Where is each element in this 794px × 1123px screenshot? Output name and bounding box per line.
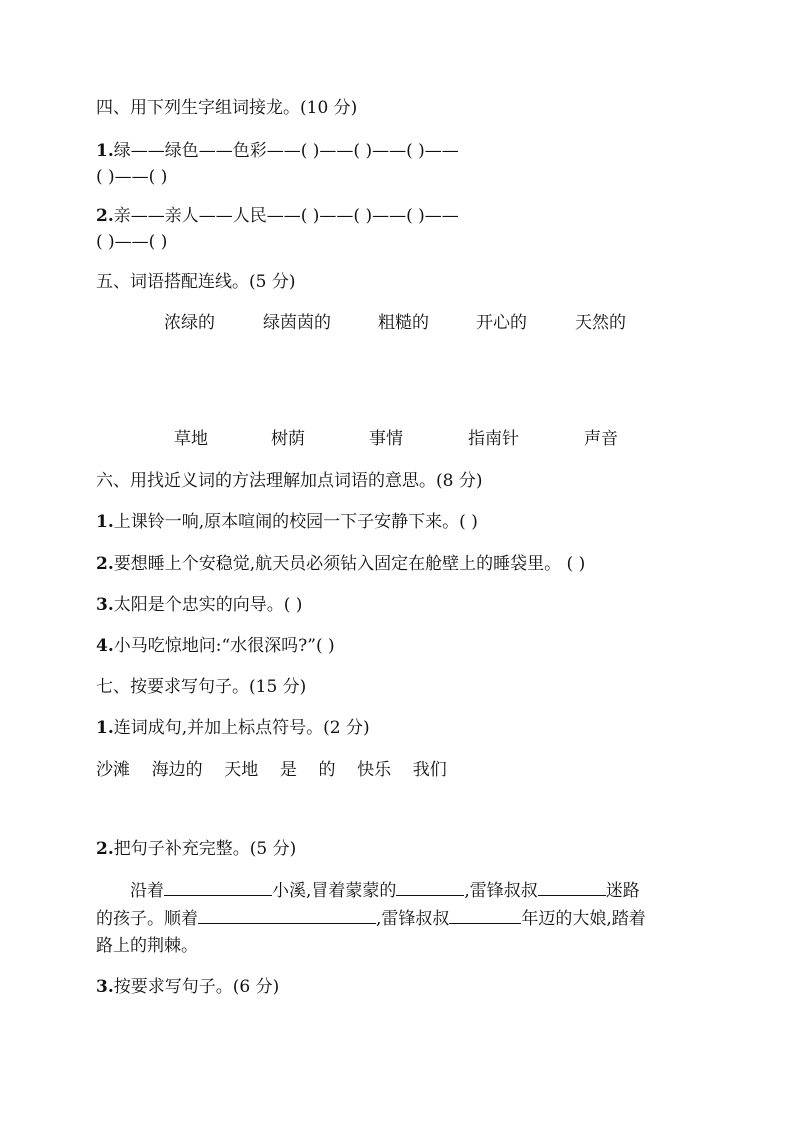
answer-blank[interactable]: [198, 905, 376, 924]
question-number: 1.: [96, 718, 114, 738]
question-4-1-line-2: ( )——( ): [96, 167, 168, 187]
question-7-2: [96, 837, 296, 861]
question-text: 亲——亲人——人民——( )——( )——( )——: [113, 206, 459, 226]
question-number: 3.: [96, 977, 114, 997]
paragraph-line-2: [96, 905, 700, 933]
question-6-3: [96, 593, 302, 617]
question-text: 把句子补充完整。(5 分): [113, 839, 297, 859]
paragraph-text: 年迈的大娘,踏着: [521, 909, 646, 929]
section-6-title: 六、用找近义词的方法理解加点词语的意思。(8 分): [96, 471, 483, 491]
question-4-2-line-2: ( )——( ): [96, 232, 168, 252]
question-text: 上课铃一响,原本喧闹的校园一下子安静下来。( ): [113, 512, 478, 532]
paragraph-text: ,雷锋叔叔: [464, 881, 538, 901]
question-7-1: [96, 716, 370, 740]
question-7-3: [96, 975, 279, 999]
section-5-title: 五、词语搭配连线。(5 分): [96, 272, 296, 292]
paragraph-text: ,雷锋叔叔: [376, 909, 450, 929]
paragraph-text: 的孩子。顺着: [96, 909, 198, 929]
word-item: 粗糙的: [378, 313, 429, 333]
section-4-title: 四、用下列生字组词接龙。(10 分): [96, 98, 358, 118]
answer-blank[interactable]: [538, 877, 606, 896]
word-item: 树荫: [271, 429, 305, 449]
paragraph-text: 迷路: [605, 881, 640, 901]
question-4-1-line-1: [96, 139, 459, 163]
question-text: 小马吃惊地问:“水很深吗?”( ): [113, 636, 335, 656]
paragraph-text: 小溪,冒着蒙蒙的: [272, 881, 397, 901]
paragraph-text: 沿着: [130, 881, 164, 901]
question-number: 1.: [96, 141, 114, 161]
word-item: 声音: [584, 429, 618, 449]
fill-in-paragraph: [96, 877, 700, 960]
question-6-1: [96, 510, 478, 534]
paragraph-text: 路上的荆棘。: [96, 936, 198, 956]
question-number: 2.: [96, 206, 114, 226]
word-item: 指南针: [468, 429, 519, 449]
question-number: 2.: [96, 839, 114, 859]
word-item: 绿茵茵的: [263, 313, 331, 333]
question-text: 连词成句,并加上标点符号。(2 分): [113, 718, 370, 738]
word-item: 浓绿的: [164, 313, 215, 333]
question-4-2-line-1: [96, 204, 459, 228]
answer-blank[interactable]: [164, 877, 272, 896]
word-item: 开心的: [476, 313, 527, 333]
question-number: 4.: [96, 636, 114, 656]
section-7-title: 七、按要求写句子。(15 分): [96, 677, 307, 697]
question-6-4: [96, 634, 335, 658]
question-text: 太阳是个忠实的向导。( ): [113, 595, 303, 615]
word-item: 草地: [174, 429, 208, 449]
question-text: 绿——绿色——色彩——( )——( )——( )——: [113, 141, 459, 161]
word-scramble: 沙滩 海边的 天地 是 的 快乐 我们: [96, 760, 447, 780]
word-item: 事情: [369, 429, 403, 449]
paragraph-line-1: [96, 877, 700, 905]
question-text: 按要求写句子。(6 分): [113, 977, 280, 997]
question-text: 要想睡上个安稳觉,航天员必须钻入固定在舱壁上的睡袋里。 ( ): [113, 554, 586, 574]
question-number: 2.: [96, 554, 114, 574]
answer-blank[interactable]: [449, 905, 521, 924]
paragraph-line-3: [96, 933, 700, 960]
answer-blank[interactable]: [396, 877, 464, 896]
word-item: 天然的: [575, 313, 626, 333]
question-number: 3.: [96, 595, 114, 615]
question-number: 1.: [96, 512, 114, 532]
question-6-2: [96, 552, 585, 576]
